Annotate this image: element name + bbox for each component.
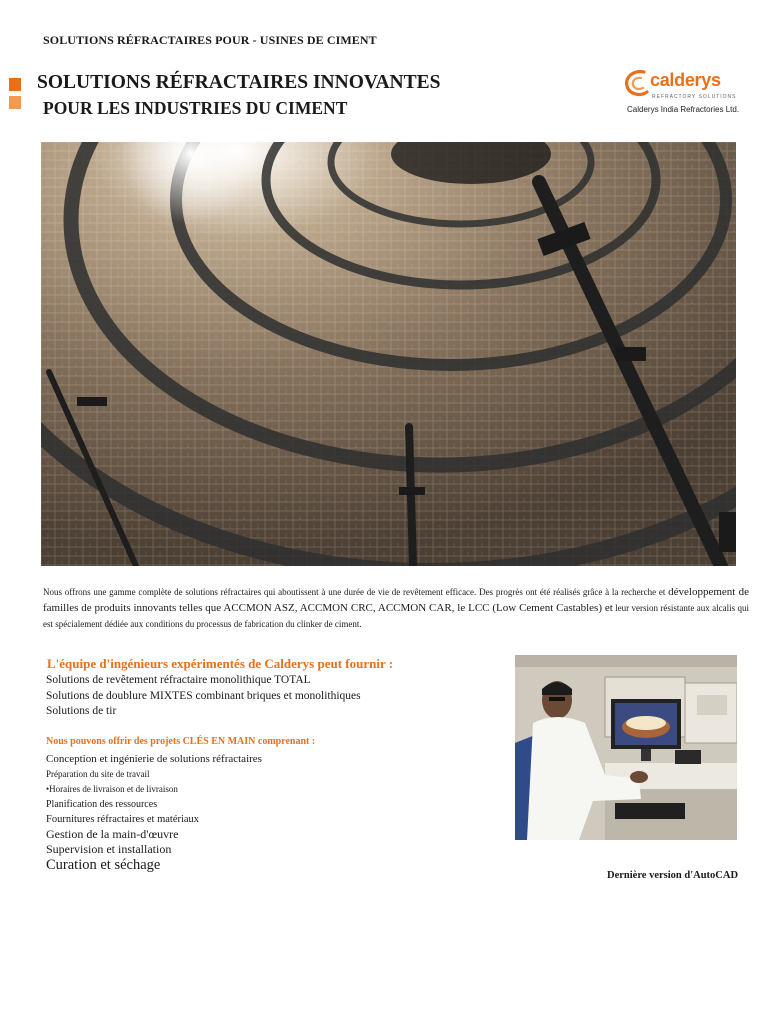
- page-title-line1: SOLUTIONS RÉFRACTAIRES INNOVANTES: [37, 72, 441, 93]
- list-item: Solutions de doublure MIXTES combinant briques et monolithiques: [46, 689, 361, 702]
- turnkey-heading: Nous pouvons offrir des projets CLÉS EN MAIN comprenant :: [46, 736, 316, 747]
- list-item: Solutions de revêtement réfractaire monolithique TOTAL: [46, 674, 311, 686]
- list-item: Conception et ingénierie de solutions réfractaires: [46, 753, 262, 765]
- list-item: Fournitures réfractaires et matériaux: [46, 814, 200, 825]
- turnkey-list: [46, 752, 262, 873]
- kiln-interior-photo: [41, 142, 736, 566]
- list-item: Préparation du site de travail: [46, 769, 150, 779]
- logo-wordmark: calderys: [650, 70, 721, 90]
- calderys-logo: [624, 66, 744, 118]
- list-item: Curation et séchage: [46, 857, 161, 873]
- list-item: Gestion de la main-d'œuvre: [46, 827, 179, 841]
- page-title-line2: POUR LES INDUSTRIES DU CIMENT: [43, 98, 348, 118]
- list-item: Solutions de tir: [46, 705, 117, 717]
- calderys-swirl-icon: [624, 68, 650, 98]
- photo-caption: Dernière version d'AutoCAD: [607, 870, 739, 881]
- title-marker: [9, 78, 35, 91]
- logo-tagline: REFRACTORY SOLUTIONS: [652, 94, 737, 100]
- list-item: •Horaires de livraison et de livraison: [46, 784, 178, 794]
- intro-line-2: développement de familles de produits innovants telles que ACCMON ASZ, ACCMON CRC, ACCMON CAR, le LCC (Low Cement Castables) et: [43, 586, 750, 614]
- intro-paragraph: [43, 584, 749, 632]
- running-head: SOLUTIONS RÉFRACTAIRES POUR - USINES DE CIMENT: [43, 33, 377, 47]
- intro-line-1: Nous offrons une gamme complète de solutions réfractaires qui aboutissent à une durée de vie de revêtement efficace. Des progrès ont été réalisés grâce à la recherche et: [43, 587, 666, 597]
- team-list: [46, 673, 361, 720]
- list-item: Supervision et installation: [46, 842, 172, 856]
- intro-line-3: leur version résistante aux alcalis qui est spécialement dédiée aux conditions du processus de fabrication du clinker de ciment.: [43, 603, 749, 629]
- logo-company: Calderys India Refractories Ltd.: [627, 105, 740, 114]
- list-item: Planification des ressources: [46, 799, 158, 810]
- team-heading: L'équipe d'ingénieurs expérimentés de Calderys peut fournir :: [47, 656, 394, 671]
- engineer-workstation-photo: [515, 655, 737, 840]
